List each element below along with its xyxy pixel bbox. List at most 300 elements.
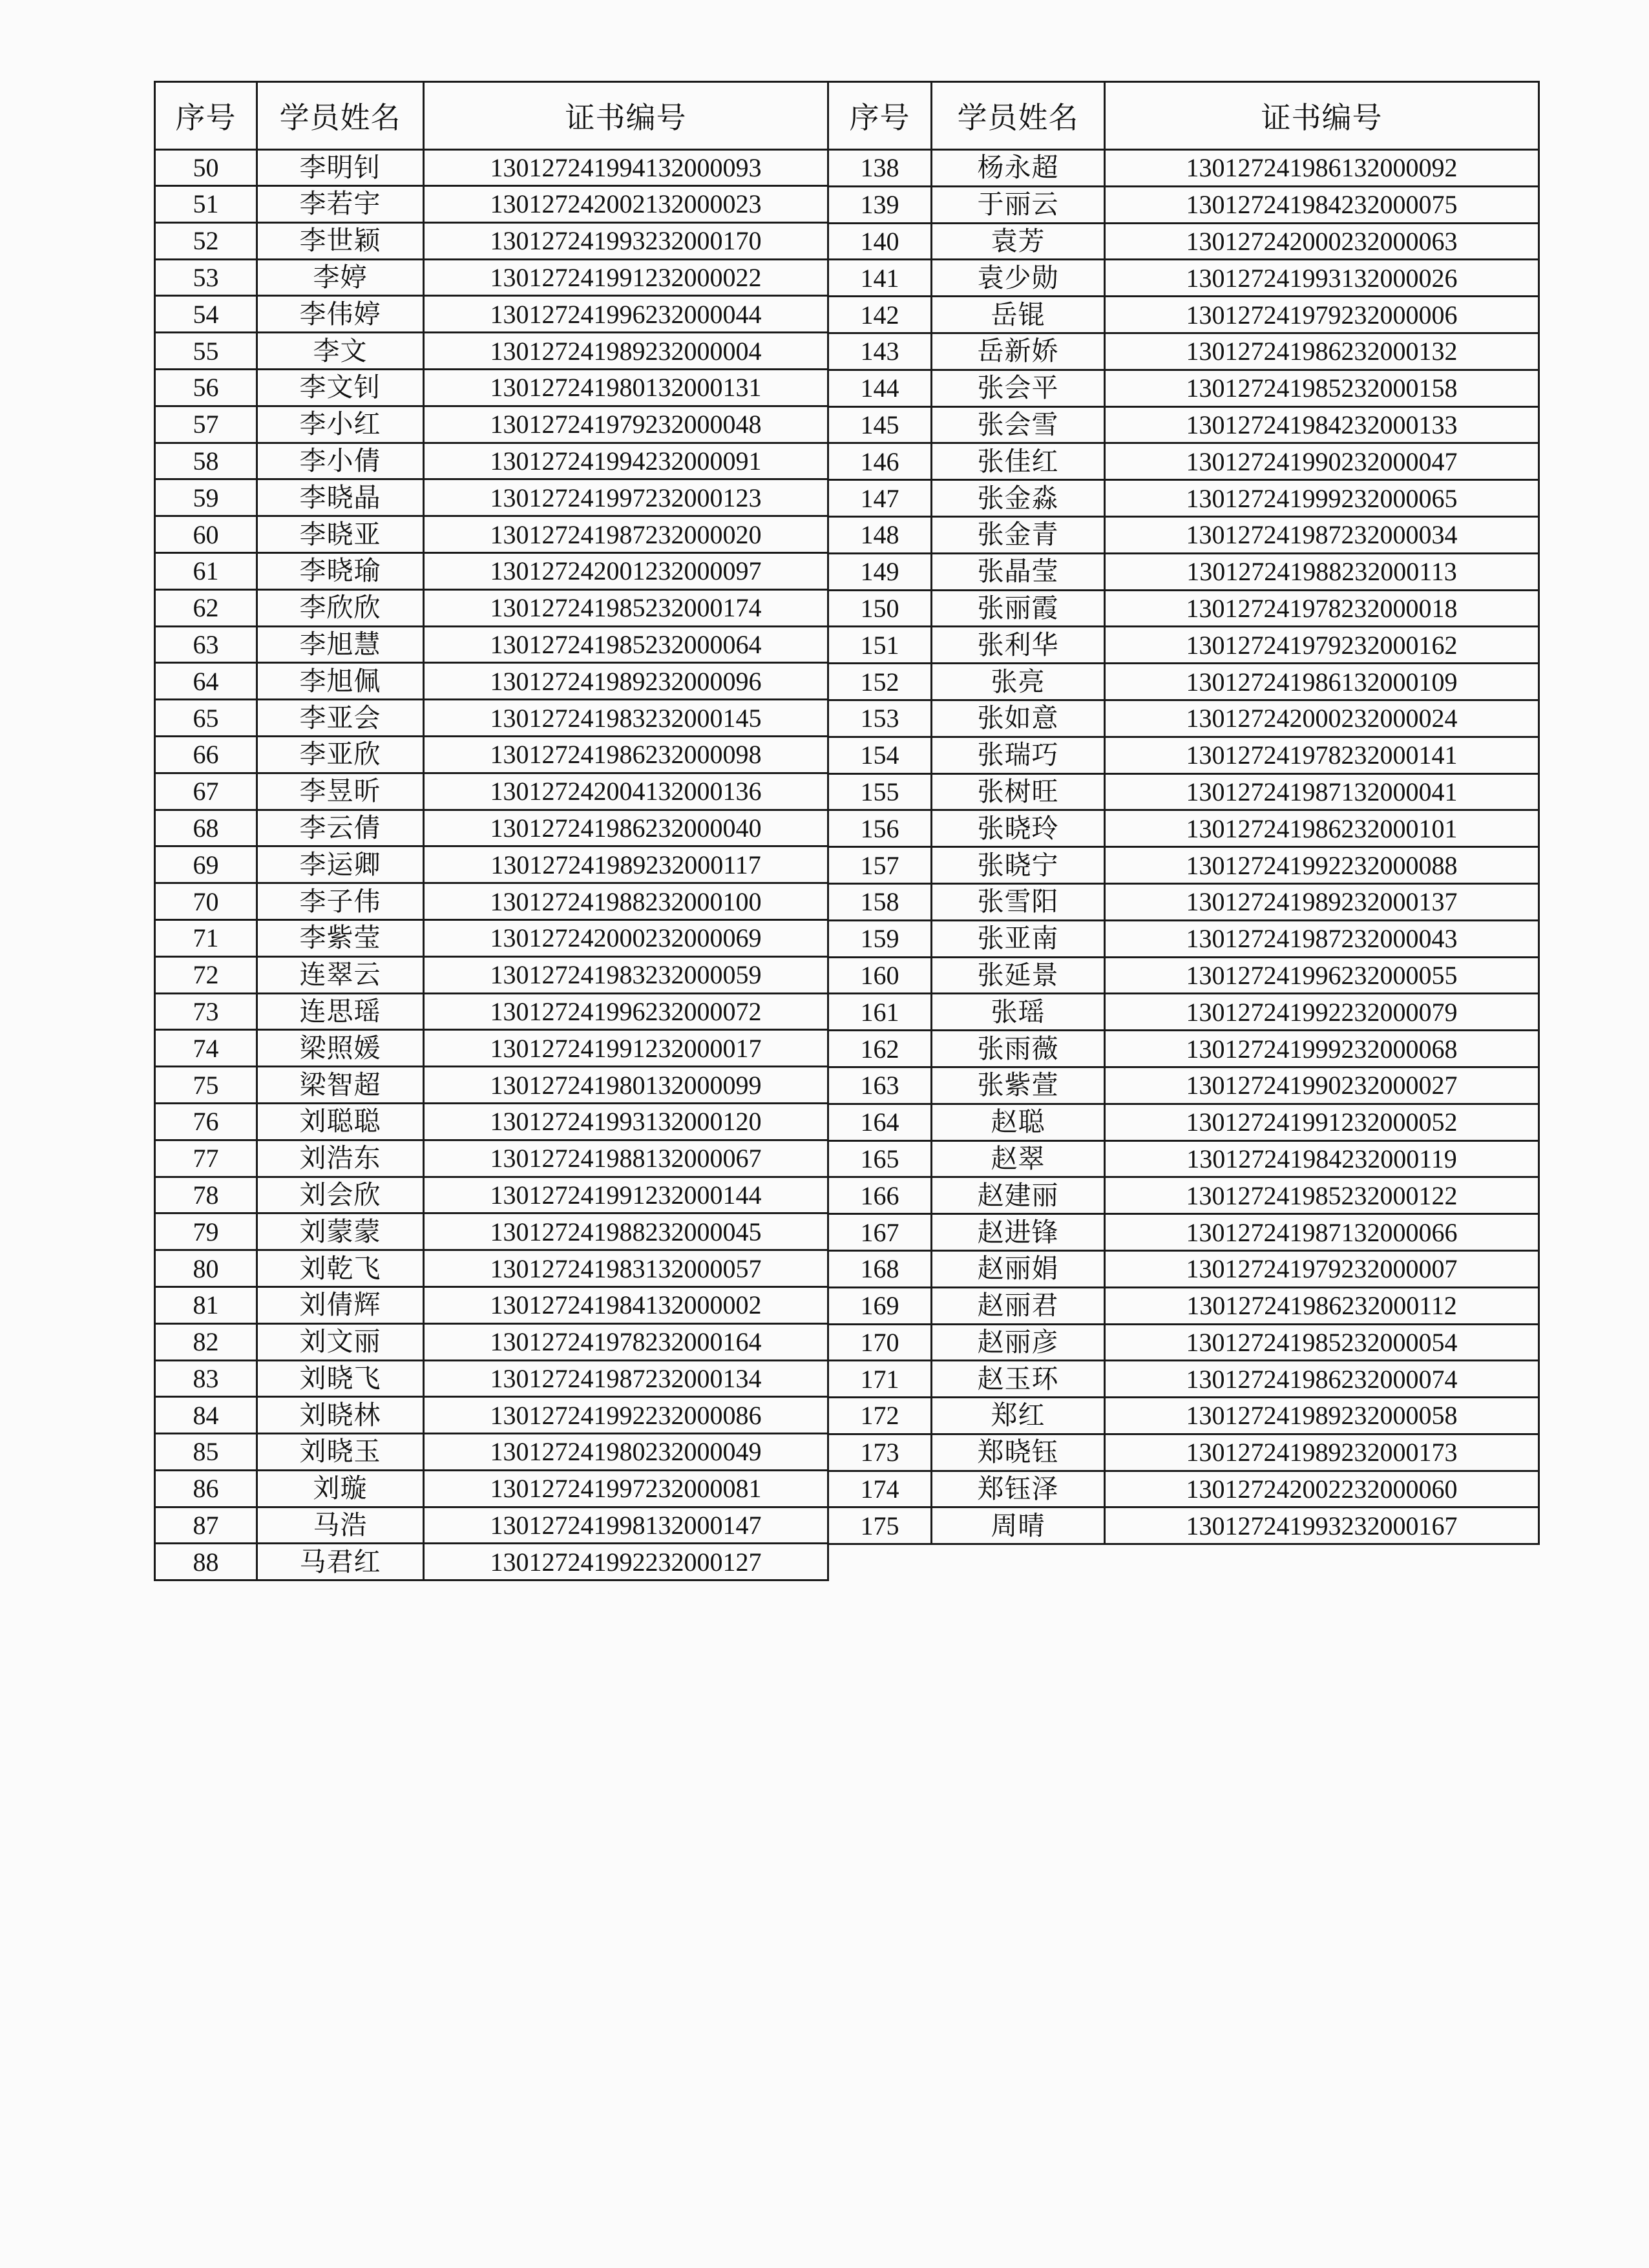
cell-name: 刘璇 bbox=[257, 1470, 424, 1507]
cell-seq: 68 bbox=[155, 810, 257, 846]
table-row bbox=[828, 406, 1539, 443]
cell-cert: 130127241986132000109 bbox=[1105, 664, 1539, 700]
cell-name: 张延景 bbox=[932, 957, 1105, 994]
cell-cert: 130127241979232000162 bbox=[1105, 627, 1539, 664]
cell-seq: 77 bbox=[155, 1140, 257, 1177]
cell-cert: 130127241989232000004 bbox=[424, 333, 828, 370]
table-row bbox=[828, 1361, 1539, 1398]
cell-seq: 143 bbox=[828, 333, 932, 370]
cell-cert: 130127241987132000041 bbox=[1105, 773, 1539, 810]
header-cert: 证书编号 bbox=[424, 82, 828, 150]
cell-cert: 130127241978232000164 bbox=[424, 1323, 828, 1360]
cell-name: 李晓亚 bbox=[257, 516, 424, 553]
table-row bbox=[828, 1324, 1539, 1361]
cell-name: 梁智超 bbox=[257, 1067, 424, 1104]
cell-name: 张亚南 bbox=[932, 920, 1105, 957]
cell-seq: 144 bbox=[828, 370, 932, 406]
cell-cert: 130127241987232000034 bbox=[1105, 516, 1539, 553]
cell-name: 赵丽娟 bbox=[932, 1250, 1105, 1287]
table-row bbox=[828, 186, 1539, 223]
cell-seq: 85 bbox=[155, 1434, 257, 1471]
cell-seq: 61 bbox=[155, 552, 257, 589]
cell-cert: 130127241991232000052 bbox=[1105, 1104, 1539, 1140]
cell-seq: 140 bbox=[828, 223, 932, 260]
cell-seq: 149 bbox=[828, 553, 932, 590]
cell-name: 李亚会 bbox=[257, 700, 424, 737]
table-row bbox=[828, 370, 1539, 406]
table-row bbox=[828, 333, 1539, 370]
roster-table-left bbox=[154, 81, 829, 1581]
table-row bbox=[155, 846, 828, 883]
header-row bbox=[155, 82, 828, 150]
table-row bbox=[155, 222, 828, 259]
cell-seq: 72 bbox=[155, 956, 257, 993]
header-name: 学员姓名 bbox=[932, 82, 1105, 150]
cell-seq: 158 bbox=[828, 883, 932, 920]
cell-name: 周晴 bbox=[932, 1507, 1105, 1544]
header-cert: 证书编号 bbox=[1105, 82, 1539, 150]
table-row bbox=[155, 406, 828, 443]
cell-name: 李昱昕 bbox=[257, 773, 424, 810]
table-row bbox=[828, 443, 1539, 480]
table-row bbox=[828, 627, 1539, 664]
cell-name: 于丽云 bbox=[932, 186, 1105, 223]
cell-name: 张树旺 bbox=[932, 773, 1105, 810]
cell-name: 赵玉环 bbox=[932, 1361, 1105, 1398]
cell-seq: 162 bbox=[828, 1031, 932, 1067]
cell-cert: 130127241996232000055 bbox=[1105, 957, 1539, 994]
cell-cert: 130127241992232000086 bbox=[424, 1397, 828, 1434]
table-row bbox=[828, 1214, 1539, 1251]
cell-cert: 130127241986232000098 bbox=[424, 736, 828, 773]
table-row bbox=[155, 1323, 828, 1360]
cell-name: 张丽霞 bbox=[932, 590, 1105, 627]
cell-cert: 130127241985232000158 bbox=[1105, 370, 1539, 406]
table-row bbox=[155, 883, 828, 920]
cell-seq: 76 bbox=[155, 1103, 257, 1140]
cell-seq: 52 bbox=[155, 222, 257, 259]
table-row bbox=[155, 369, 828, 406]
table-row bbox=[155, 773, 828, 810]
table-row bbox=[828, 1140, 1539, 1177]
cell-name: 张瑞巧 bbox=[932, 737, 1105, 773]
cell-seq: 138 bbox=[828, 150, 932, 187]
cell-name: 连翠云 bbox=[257, 956, 424, 993]
cell-cert: 130127242000232000063 bbox=[1105, 223, 1539, 260]
table-row bbox=[155, 626, 828, 663]
cell-cert: 130127241978232000018 bbox=[1105, 590, 1539, 627]
cell-seq: 172 bbox=[828, 1398, 932, 1434]
cell-cert: 130127241989232000058 bbox=[1105, 1398, 1539, 1434]
cell-name: 张利华 bbox=[932, 627, 1105, 664]
cell-seq: 57 bbox=[155, 406, 257, 443]
cell-seq: 165 bbox=[828, 1140, 932, 1177]
cell-name: 张晶莹 bbox=[932, 553, 1105, 590]
cell-seq: 87 bbox=[155, 1507, 257, 1544]
table-row bbox=[828, 480, 1539, 517]
cell-seq: 168 bbox=[828, 1250, 932, 1287]
table-row bbox=[155, 1177, 828, 1213]
table-row bbox=[155, 700, 828, 737]
table-row bbox=[155, 993, 828, 1030]
table-row bbox=[155, 1286, 828, 1323]
roster-table-right bbox=[827, 81, 1540, 1545]
table-row bbox=[155, 259, 828, 296]
table-row bbox=[828, 223, 1539, 260]
cell-cert: 130127241984232000075 bbox=[1105, 186, 1539, 223]
cell-cert: 130127241983232000145 bbox=[424, 700, 828, 737]
cell-seq: 151 bbox=[828, 627, 932, 664]
cell-cert: 130127241987232000020 bbox=[424, 516, 828, 553]
cell-name: 张如意 bbox=[932, 700, 1105, 737]
cell-name: 袁芳 bbox=[932, 223, 1105, 260]
table-row bbox=[155, 1067, 828, 1104]
cell-seq: 66 bbox=[155, 736, 257, 773]
cell-seq: 163 bbox=[828, 1067, 932, 1104]
cell-seq: 146 bbox=[828, 443, 932, 480]
cell-seq: 82 bbox=[155, 1323, 257, 1360]
cell-seq: 173 bbox=[828, 1434, 932, 1471]
cell-cert: 130127241986232000101 bbox=[1105, 810, 1539, 847]
cell-name: 李文 bbox=[257, 333, 424, 370]
table-row bbox=[155, 1360, 828, 1397]
table-row bbox=[155, 736, 828, 773]
cell-name: 杨永超 bbox=[932, 150, 1105, 187]
cell-name: 张亮 bbox=[932, 664, 1105, 700]
cell-cert: 130127241986232000040 bbox=[424, 810, 828, 846]
cell-seq: 78 bbox=[155, 1177, 257, 1213]
cell-cert: 130127241991232000144 bbox=[424, 1177, 828, 1213]
cell-seq: 75 bbox=[155, 1067, 257, 1104]
cell-name: 赵聪 bbox=[932, 1104, 1105, 1140]
header-seq: 序号 bbox=[828, 82, 932, 150]
cell-seq: 160 bbox=[828, 957, 932, 994]
cell-cert: 130127241980132000131 bbox=[424, 369, 828, 406]
cell-name: 张晓玲 bbox=[932, 810, 1105, 847]
cell-seq: 65 bbox=[155, 700, 257, 737]
cell-name: 刘蒙蒙 bbox=[257, 1213, 424, 1250]
table-row bbox=[828, 150, 1539, 187]
cell-seq: 142 bbox=[828, 297, 932, 333]
cell-seq: 64 bbox=[155, 663, 257, 700]
cell-name: 李运卿 bbox=[257, 846, 424, 883]
cell-cert: 130127241999232000068 bbox=[1105, 1031, 1539, 1067]
table-row bbox=[155, 1140, 828, 1177]
cell-cert: 130127241988232000113 bbox=[1105, 553, 1539, 590]
cell-cert: 130127241986232000074 bbox=[1105, 1361, 1539, 1398]
table-row bbox=[155, 296, 828, 333]
cell-seq: 59 bbox=[155, 479, 257, 516]
cell-cert: 130127241987232000134 bbox=[424, 1360, 828, 1397]
cell-cert: 130127242000232000069 bbox=[424, 919, 828, 956]
cell-cert: 130127241993132000026 bbox=[1105, 260, 1539, 297]
table-row bbox=[155, 919, 828, 956]
cell-seq: 50 bbox=[155, 150, 257, 186]
table-row bbox=[828, 664, 1539, 700]
table-row bbox=[155, 1250, 828, 1287]
cell-name: 张佳红 bbox=[932, 443, 1105, 480]
cell-name: 刘浩东 bbox=[257, 1140, 424, 1177]
table-row bbox=[828, 847, 1539, 884]
table-row bbox=[828, 773, 1539, 810]
cell-name: 张雪阳 bbox=[932, 883, 1105, 920]
cell-cert: 130127241989232000096 bbox=[424, 663, 828, 700]
cell-cert: 130127241992232000127 bbox=[424, 1544, 828, 1580]
cell-seq: 139 bbox=[828, 186, 932, 223]
cell-cert: 130127241992232000088 bbox=[1105, 847, 1539, 884]
cell-cert: 130127241985232000174 bbox=[424, 589, 828, 626]
cell-cert: 130127241985232000122 bbox=[1105, 1177, 1539, 1214]
cell-cert: 130127241999232000065 bbox=[1105, 480, 1539, 517]
cell-name: 张会平 bbox=[932, 370, 1105, 406]
cell-seq: 175 bbox=[828, 1507, 932, 1544]
cell-name: 张瑶 bbox=[932, 994, 1105, 1031]
cell-seq: 73 bbox=[155, 993, 257, 1030]
table-row bbox=[828, 1104, 1539, 1140]
cell-seq: 161 bbox=[828, 994, 932, 1031]
cell-cert: 130127242001232000097 bbox=[424, 552, 828, 589]
table-row bbox=[828, 1250, 1539, 1287]
cell-name: 刘晓林 bbox=[257, 1397, 424, 1434]
cell-name: 张会雪 bbox=[932, 406, 1105, 443]
cell-cert: 130127241988132000067 bbox=[424, 1140, 828, 1177]
cell-seq: 150 bbox=[828, 590, 932, 627]
table-row bbox=[155, 1397, 828, 1434]
cell-name: 赵翠 bbox=[932, 1140, 1105, 1177]
cell-seq: 145 bbox=[828, 406, 932, 443]
cell-cert: 130127241979232000007 bbox=[1105, 1250, 1539, 1287]
cell-seq: 54 bbox=[155, 296, 257, 333]
cell-name: 李文钊 bbox=[257, 369, 424, 406]
table-row bbox=[828, 1398, 1539, 1434]
table-row bbox=[828, 1507, 1539, 1544]
cell-name: 李亚欣 bbox=[257, 736, 424, 773]
table-row bbox=[828, 260, 1539, 297]
table-row bbox=[155, 956, 828, 993]
table-row bbox=[828, 810, 1539, 847]
cell-cert: 130127241983232000059 bbox=[424, 956, 828, 993]
table-row bbox=[155, 479, 828, 516]
table-row bbox=[155, 150, 828, 186]
table-row bbox=[155, 516, 828, 553]
table-row bbox=[155, 1507, 828, 1544]
cell-seq: 56 bbox=[155, 369, 257, 406]
cell-name: 李欣欣 bbox=[257, 589, 424, 626]
cell-name: 刘会欣 bbox=[257, 1177, 424, 1213]
cell-cert: 130127241997232000081 bbox=[424, 1470, 828, 1507]
cell-cert: 130127241990232000047 bbox=[1105, 443, 1539, 480]
cell-name: 刘倩辉 bbox=[257, 1286, 424, 1323]
table-row bbox=[828, 1287, 1539, 1324]
table-row bbox=[155, 1030, 828, 1067]
table-row bbox=[155, 1544, 828, 1580]
table-row bbox=[155, 1103, 828, 1140]
cell-seq: 88 bbox=[155, 1544, 257, 1580]
table-row bbox=[155, 810, 828, 846]
cell-name: 刘晓玉 bbox=[257, 1434, 424, 1471]
cell-seq: 174 bbox=[828, 1471, 932, 1507]
table-row bbox=[155, 443, 828, 479]
cell-seq: 60 bbox=[155, 516, 257, 553]
cell-name: 李旭佩 bbox=[257, 663, 424, 700]
cell-cert: 130127242002232000060 bbox=[1105, 1471, 1539, 1507]
table-row bbox=[828, 700, 1539, 737]
cell-name: 李小红 bbox=[257, 406, 424, 443]
cell-name: 李世颖 bbox=[257, 222, 424, 259]
cell-cert: 130127241987132000066 bbox=[1105, 1214, 1539, 1251]
cell-cert: 130127241984232000119 bbox=[1105, 1140, 1539, 1177]
cell-seq: 71 bbox=[155, 919, 257, 956]
cell-cert: 130127242002132000023 bbox=[424, 186, 828, 223]
table-row bbox=[828, 1434, 1539, 1471]
cell-seq: 155 bbox=[828, 773, 932, 810]
cell-seq: 79 bbox=[155, 1213, 257, 1250]
cell-cert: 130127241989232000117 bbox=[424, 846, 828, 883]
table-row bbox=[828, 957, 1539, 994]
cell-name: 张紫萱 bbox=[932, 1067, 1105, 1104]
cell-seq: 67 bbox=[155, 773, 257, 810]
cell-name: 李晓瑜 bbox=[257, 552, 424, 589]
cell-cert: 130127241989232000137 bbox=[1105, 883, 1539, 920]
cell-seq: 69 bbox=[155, 846, 257, 883]
cell-seq: 148 bbox=[828, 516, 932, 553]
cell-name: 李子伟 bbox=[257, 883, 424, 920]
cell-cert: 130127241997232000123 bbox=[424, 479, 828, 516]
cell-cert: 130127241980232000049 bbox=[424, 1434, 828, 1471]
cell-name: 马君红 bbox=[257, 1544, 424, 1580]
cell-seq: 169 bbox=[828, 1287, 932, 1324]
cell-name: 李婷 bbox=[257, 259, 424, 296]
table-row bbox=[828, 994, 1539, 1031]
cell-cert: 130127241985232000054 bbox=[1105, 1324, 1539, 1361]
cell-seq: 70 bbox=[155, 883, 257, 920]
cell-cert: 130127241996232000072 bbox=[424, 993, 828, 1030]
cell-seq: 147 bbox=[828, 480, 932, 517]
cell-seq: 152 bbox=[828, 664, 932, 700]
table-row bbox=[828, 737, 1539, 773]
cell-name: 刘晓飞 bbox=[257, 1360, 424, 1397]
cell-cert: 130127241990232000027 bbox=[1105, 1067, 1539, 1104]
cell-cert: 130127241978232000141 bbox=[1105, 737, 1539, 773]
cell-cert: 130127241998132000147 bbox=[424, 1507, 828, 1544]
cell-name: 张雨薇 bbox=[932, 1031, 1105, 1067]
cell-cert: 130127241989232000173 bbox=[1105, 1434, 1539, 1471]
table-row bbox=[828, 516, 1539, 553]
cell-name: 李旭慧 bbox=[257, 626, 424, 663]
cell-seq: 53 bbox=[155, 259, 257, 296]
cell-name: 岳新娇 bbox=[932, 333, 1105, 370]
cell-seq: 84 bbox=[155, 1397, 257, 1434]
table-row bbox=[155, 1434, 828, 1471]
table-row bbox=[155, 1470, 828, 1507]
cell-cert: 130127242004132000136 bbox=[424, 773, 828, 810]
cell-seq: 141 bbox=[828, 260, 932, 297]
cell-seq: 74 bbox=[155, 1030, 257, 1067]
cell-seq: 86 bbox=[155, 1470, 257, 1507]
cell-cert: 130127241994232000091 bbox=[424, 443, 828, 479]
cell-name: 郑红 bbox=[932, 1398, 1105, 1434]
table-row bbox=[155, 589, 828, 626]
cell-name: 刘聪聪 bbox=[257, 1103, 424, 1140]
table-row bbox=[155, 186, 828, 223]
table-row bbox=[155, 333, 828, 370]
cell-seq: 156 bbox=[828, 810, 932, 847]
cell-name: 郑晓钰 bbox=[932, 1434, 1105, 1471]
cell-seq: 159 bbox=[828, 920, 932, 957]
cell-seq: 55 bbox=[155, 333, 257, 370]
cell-seq: 157 bbox=[828, 847, 932, 884]
table-row bbox=[828, 1471, 1539, 1507]
table-row bbox=[828, 1031, 1539, 1067]
cell-name: 李云倩 bbox=[257, 810, 424, 846]
cell-cert: 130127241986232000112 bbox=[1105, 1287, 1539, 1324]
cell-cert: 130127241985232000064 bbox=[424, 626, 828, 663]
cell-name: 郑钰泽 bbox=[932, 1471, 1105, 1507]
table-row bbox=[155, 1213, 828, 1250]
cell-seq: 58 bbox=[155, 443, 257, 479]
cell-name: 刘文丽 bbox=[257, 1323, 424, 1360]
cell-cert: 130127241980132000099 bbox=[424, 1067, 828, 1104]
cell-name: 李紫莹 bbox=[257, 919, 424, 956]
cell-seq: 51 bbox=[155, 186, 257, 223]
table-row bbox=[828, 590, 1539, 627]
cell-cert: 130127241994132000093 bbox=[424, 150, 828, 186]
cell-name: 李晓晶 bbox=[257, 479, 424, 516]
cell-cert: 130127241988232000045 bbox=[424, 1213, 828, 1250]
table-row bbox=[828, 1177, 1539, 1214]
cell-cert: 130127241986232000132 bbox=[1105, 333, 1539, 370]
cell-cert: 130127241984232000133 bbox=[1105, 406, 1539, 443]
table-row bbox=[828, 920, 1539, 957]
cell-seq: 167 bbox=[828, 1214, 932, 1251]
table-row bbox=[828, 1067, 1539, 1104]
cell-cert: 130127241988232000100 bbox=[424, 883, 828, 920]
header-seq: 序号 bbox=[155, 82, 257, 150]
cell-cert: 130127241996232000044 bbox=[424, 296, 828, 333]
cell-cert: 130127241979232000048 bbox=[424, 406, 828, 443]
cell-cert: 130127241987232000043 bbox=[1105, 920, 1539, 957]
cell-seq: 154 bbox=[828, 737, 932, 773]
cell-name: 岳锟 bbox=[932, 297, 1105, 333]
cell-cert: 130127241993232000167 bbox=[1105, 1507, 1539, 1544]
cell-seq: 166 bbox=[828, 1177, 932, 1214]
header-name: 学员姓名 bbox=[257, 82, 424, 150]
cell-seq: 164 bbox=[828, 1104, 932, 1140]
cell-name: 刘乾飞 bbox=[257, 1250, 424, 1287]
cell-seq: 153 bbox=[828, 700, 932, 737]
table-row bbox=[828, 883, 1539, 920]
cell-cert: 130127241991232000017 bbox=[424, 1030, 828, 1067]
cell-name: 马浩 bbox=[257, 1507, 424, 1544]
cell-seq: 80 bbox=[155, 1250, 257, 1287]
cell-name: 赵进锋 bbox=[932, 1214, 1105, 1251]
cell-cert: 130127241993232000170 bbox=[424, 222, 828, 259]
cell-name: 李伟婷 bbox=[257, 296, 424, 333]
cell-cert: 130127241991232000022 bbox=[424, 259, 828, 296]
cell-seq: 171 bbox=[828, 1361, 932, 1398]
cell-cert: 130127242000232000024 bbox=[1105, 700, 1539, 737]
cell-name: 赵丽君 bbox=[932, 1287, 1105, 1324]
cell-seq: 83 bbox=[155, 1360, 257, 1397]
cell-cert: 130127241986132000092 bbox=[1105, 150, 1539, 187]
table-row bbox=[155, 552, 828, 589]
cell-name: 张晓宁 bbox=[932, 847, 1105, 884]
cell-cert: 130127241983132000057 bbox=[424, 1250, 828, 1287]
header-row bbox=[828, 82, 1539, 150]
cell-name: 张金淼 bbox=[932, 480, 1105, 517]
cell-name: 赵建丽 bbox=[932, 1177, 1105, 1214]
cell-name: 袁少勋 bbox=[932, 260, 1105, 297]
